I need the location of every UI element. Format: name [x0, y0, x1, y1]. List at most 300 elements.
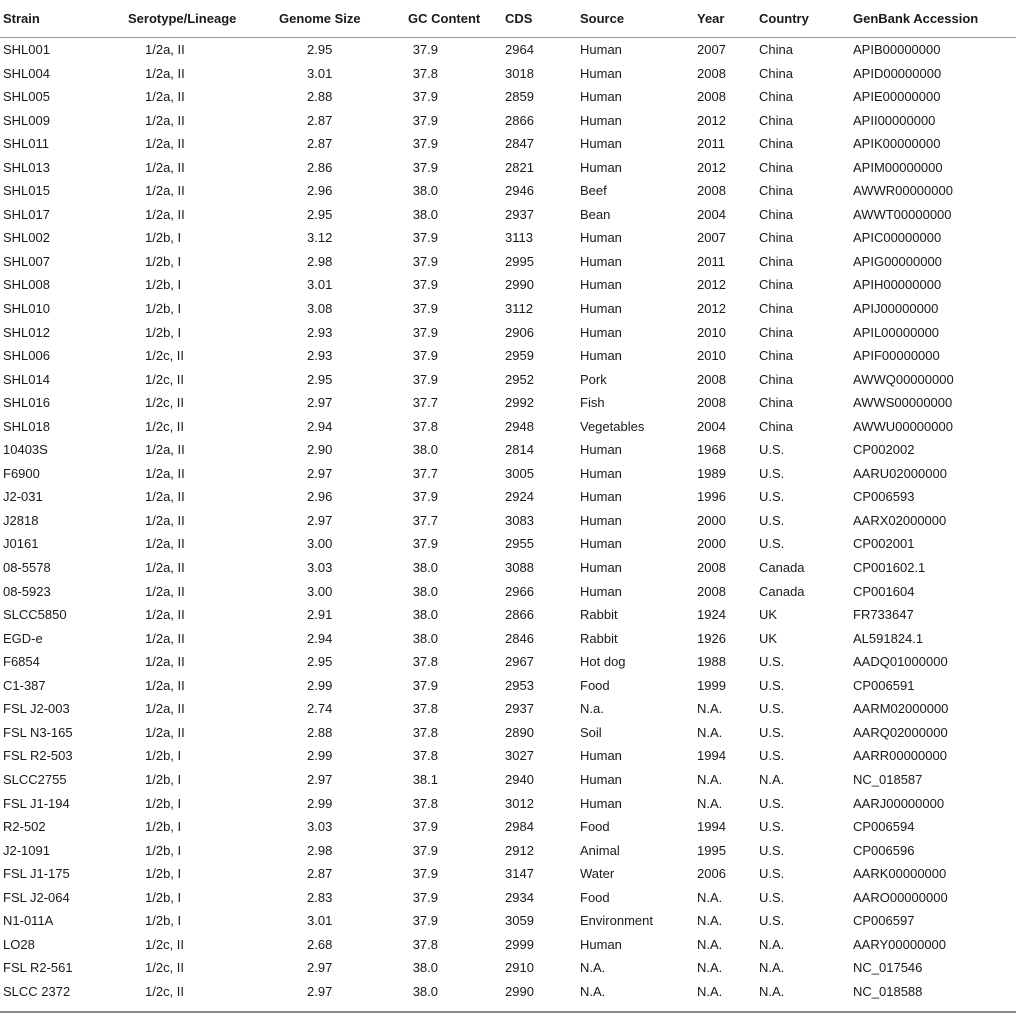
cell-strain: SLCC5850 [3, 607, 67, 623]
cell-genbank-accession: AL591824.1 [853, 630, 924, 646]
cell-genbank-accession: AARU02000000 [853, 465, 947, 481]
cell-country: Canada [759, 560, 805, 576]
cell-genbank-accession: APIF00000000 [853, 348, 940, 364]
cell-source: Human [580, 536, 622, 552]
cell-serotype: 1/2b, I [145, 866, 182, 882]
column-header-genome-size: Genome Size [279, 11, 361, 26]
cell-genome-size: 2.97 [307, 465, 333, 481]
cell-genome-size: 2.83 [307, 889, 333, 905]
cell-source: Human [580, 936, 622, 952]
table-row [0, 321, 1016, 345]
cell-source: Human [580, 89, 622, 105]
cell-cds: 3088 [505, 560, 534, 576]
cell-cds: 2906 [505, 324, 534, 340]
cell-genbank-accession: NC_018588 [853, 983, 923, 999]
cell-genbank-accession: AARX02000000 [853, 512, 947, 528]
cell-source: Human [580, 136, 622, 152]
cell-genbank-accession: AARJ00000000 [853, 795, 945, 811]
cell-gc-content: 37.9 [412, 324, 438, 340]
cell-gc-content: 38.0 [412, 983, 438, 999]
cell-genbank-accession: NC_018587 [853, 771, 923, 787]
cell-strain: FSL J2-064 [3, 889, 70, 905]
cell-gc-content: 37.9 [412, 489, 438, 505]
cell-genbank-accession: CP006591 [853, 677, 915, 693]
cell-country: N.A. [759, 771, 785, 787]
cell-country: U.S. [759, 913, 785, 929]
cell-cds: 2984 [505, 819, 534, 835]
table-row [0, 815, 1016, 839]
cell-genbank-accession: CP006594 [853, 819, 915, 835]
cell-source: Human [580, 512, 622, 528]
cell-gc-content: 37.9 [412, 889, 438, 905]
cell-strain: SHL015 [3, 183, 50, 199]
cell-source: Human [580, 159, 622, 175]
cell-genome-size: 2.94 [307, 630, 333, 646]
cell-source: Human [580, 301, 622, 317]
cell-country: U.S. [759, 866, 785, 882]
cell-genbank-accession: CP002002 [853, 442, 915, 458]
cell-serotype: 1/2c, II [145, 348, 185, 364]
cell-year: 2004 [697, 418, 726, 434]
cell-strain: EGD-e [3, 630, 43, 646]
cell-gc-content: 37.9 [412, 913, 438, 929]
cell-country: China [759, 371, 793, 387]
cell-cds: 3113 [505, 230, 533, 246]
cell-cds: 3059 [505, 913, 534, 929]
cell-strain: J2-1091 [3, 842, 50, 858]
cell-year: 1926 [697, 630, 726, 646]
cell-source: Food [580, 819, 610, 835]
cell-country: China [759, 136, 793, 152]
cell-year: 2012 [697, 159, 726, 175]
cell-strain: SHL004 [3, 65, 50, 81]
cell-year: N.A. [697, 771, 723, 787]
cell-country: China [759, 324, 793, 340]
cell-source: Soil [580, 724, 602, 740]
cell-genome-size: 2.91 [307, 607, 333, 623]
cell-source: Food [580, 677, 610, 693]
cell-genome-size: 2.99 [307, 677, 333, 693]
cell-strain: F6854 [3, 654, 40, 670]
cell-source: Food [580, 889, 610, 905]
cell-gc-content: 37.7 [412, 395, 438, 411]
table-row [0, 839, 1016, 863]
cell-strain: FSL J1-194 [3, 795, 70, 811]
cell-year: 2000 [697, 536, 726, 552]
table-row [0, 532, 1016, 556]
cell-serotype: 1/2a, II [145, 465, 185, 481]
cell-year: 2012 [697, 301, 726, 317]
cell-year: 2004 [697, 206, 726, 222]
cell-country: China [759, 348, 793, 364]
table-row [0, 438, 1016, 462]
cell-strain: J2818 [3, 512, 39, 528]
cell-genome-size: 2.68 [307, 936, 333, 952]
cell-genome-size: 3.01 [307, 277, 333, 293]
cell-source: Rabbit [580, 607, 618, 623]
cell-strain: SHL010 [3, 301, 50, 317]
cell-genome-size: 2.87 [307, 136, 333, 152]
cell-country: UK [759, 607, 778, 623]
cell-year: 2007 [697, 42, 726, 57]
cell-country: U.S. [759, 724, 785, 740]
cell-cds: 3018 [505, 65, 534, 81]
cell-year: 1968 [697, 442, 726, 458]
cell-source: Human [580, 348, 622, 364]
cell-source: N.A. [580, 960, 606, 976]
cell-year: 2008 [697, 583, 726, 599]
cell-country: China [759, 206, 793, 222]
cell-gc-content: 38.0 [412, 183, 438, 199]
cell-source: Beef [580, 183, 607, 199]
cell-cds: 2934 [505, 889, 534, 905]
cell-gc-content: 37.8 [412, 65, 438, 81]
cell-serotype: 1/2a, II [145, 183, 185, 199]
cell-genome-size: 2.97 [307, 960, 333, 976]
cell-cds: 2846 [505, 630, 534, 646]
cell-country: U.S. [759, 677, 785, 693]
cell-year: N.A. [697, 795, 723, 811]
cell-gc-content: 37.8 [412, 936, 438, 952]
cell-country: Canada [759, 583, 805, 599]
cell-serotype: 1/2b, I [145, 277, 182, 293]
cell-genome-size: 2.97 [307, 395, 333, 411]
cell-strain: F6900 [3, 465, 40, 481]
table-row [0, 674, 1016, 698]
cell-strain: SHL005 [3, 89, 50, 105]
cell-genome-size: 3.00 [307, 583, 333, 599]
table-row [0, 85, 1016, 109]
cell-serotype: 1/2a, II [145, 654, 185, 670]
cell-serotype: 1/2b, I [145, 819, 182, 835]
cell-serotype: 1/2c, II [145, 983, 185, 999]
cell-genome-size: 3.03 [307, 819, 333, 835]
cell-serotype: 1/2a, II [145, 206, 185, 222]
column-header-strain: Strain [3, 11, 40, 26]
cell-year: 1988 [697, 654, 726, 670]
table-row [0, 956, 1016, 980]
table-row [0, 109, 1016, 133]
cell-strain: N1-011A [3, 913, 54, 929]
cell-source: Human [580, 442, 622, 458]
cell-year: 2011 [697, 253, 725, 269]
table-row [0, 203, 1016, 227]
cell-source: Human [580, 230, 622, 246]
cell-strain: SHL012 [3, 324, 50, 340]
cell-cds: 2992 [505, 395, 534, 411]
cell-genbank-accession: CP006597 [853, 913, 915, 929]
cell-genome-size: 2.87 [307, 866, 333, 882]
cell-serotype: 1/2c, II [145, 395, 185, 411]
cell-genome-size: 2.95 [307, 206, 333, 222]
strain-table [0, 0, 1016, 37]
cell-country: China [759, 395, 793, 411]
cell-strain: FSL J1-175 [3, 866, 70, 882]
cell-year: 1989 [697, 465, 726, 481]
cell-genome-size: 3.01 [307, 913, 333, 929]
cell-country: China [759, 230, 793, 246]
cell-genome-size: 2.87 [307, 112, 333, 128]
cell-serotype: 1/2c, II [145, 418, 185, 434]
cell-genbank-accession: AARQ02000000 [853, 724, 948, 740]
cell-cds: 3027 [505, 748, 534, 764]
cell-source: Human [580, 253, 622, 269]
cell-source: Human [580, 65, 622, 81]
cell-country: U.S. [759, 748, 785, 764]
cell-genbank-accession: AWWR00000000 [853, 183, 953, 199]
cell-source: Human [580, 112, 622, 128]
cell-year: N.A. [697, 889, 723, 905]
cell-year: N.A. [697, 936, 723, 952]
cell-genbank-accession: APIL00000000 [853, 324, 940, 340]
cell-cds: 2952 [505, 371, 534, 387]
cell-serotype: 1/2c, II [145, 371, 185, 387]
cell-genome-size: 2.95 [307, 654, 333, 670]
cell-cds: 2959 [505, 348, 534, 364]
cell-cds: 2966 [505, 583, 534, 599]
cell-genbank-accession: APIB00000000 [853, 42, 941, 57]
cell-cds: 2990 [505, 277, 534, 293]
cell-genbank-accession: APID00000000 [853, 65, 942, 81]
cell-country: U.S. [759, 489, 785, 505]
cell-year: 2012 [697, 277, 726, 293]
cell-source: Human [580, 465, 622, 481]
cell-serotype: 1/2a, II [145, 112, 185, 128]
column-header-country: Country [759, 11, 809, 26]
table-row [0, 933, 1016, 957]
cell-gc-content: 37.8 [412, 654, 438, 670]
cell-serotype: 1/2a, II [145, 512, 185, 528]
cell-genbank-accession: APIC00000000 [853, 230, 942, 246]
cell-cds: 2940 [505, 771, 534, 787]
cell-genome-size: 3.12 [307, 230, 333, 246]
table-bottom-rule [0, 1011, 1016, 1013]
table-row [0, 344, 1016, 368]
cell-cds: 2912 [505, 842, 534, 858]
cell-cds: 2814 [505, 442, 534, 458]
cell-serotype: 1/2a, II [145, 65, 185, 81]
cell-gc-content: 38.0 [412, 442, 438, 458]
cell-genome-size: 2.96 [307, 183, 333, 199]
cell-serotype: 1/2a, II [145, 701, 185, 717]
cell-gc-content: 37.9 [412, 677, 438, 693]
table-row [0, 156, 1016, 180]
cell-genome-size: 2.97 [307, 771, 333, 787]
cell-gc-content: 37.7 [412, 465, 438, 481]
cell-genbank-accession: AWWT00000000 [853, 206, 952, 222]
cell-cds: 2948 [505, 418, 534, 434]
cell-country: N.A. [759, 960, 785, 976]
cell-year: N.A. [697, 701, 723, 717]
cell-genome-size: 2.98 [307, 253, 333, 269]
cell-genbank-accession: APIG00000000 [853, 253, 942, 269]
cell-year: 2008 [697, 560, 726, 576]
cell-strain: SHL006 [3, 348, 50, 364]
table-row [0, 132, 1016, 156]
cell-genome-size: 2.96 [307, 489, 333, 505]
cell-source: Human [580, 795, 622, 811]
cell-strain: FSL J2-003 [3, 701, 70, 717]
cell-source: Bean [580, 206, 611, 222]
cell-serotype: 1/2a, II [145, 677, 185, 693]
cell-cds: 3112 [505, 301, 533, 317]
cell-strain: SHL014 [3, 371, 50, 387]
cell-year: 1995 [697, 842, 726, 858]
cell-year: 2008 [697, 395, 726, 411]
table-row [0, 179, 1016, 203]
table-row [0, 509, 1016, 533]
cell-genbank-accession: AARK00000000 [853, 866, 947, 882]
cell-country: N.A. [759, 983, 785, 999]
cell-serotype: 1/2a, II [145, 583, 185, 599]
cell-country: China [759, 301, 793, 317]
cell-serotype: 1/2b, I [145, 230, 182, 246]
cell-genbank-accession: APIH00000000 [853, 277, 942, 293]
cell-source: Human [580, 489, 622, 505]
cell-strain: LO28 [3, 936, 35, 952]
cell-serotype: 1/2b, I [145, 324, 182, 340]
cell-country: UK [759, 630, 778, 646]
cell-genome-size: 2.99 [307, 748, 333, 764]
cell-serotype: 1/2b, I [145, 842, 182, 858]
cell-cds: 2924 [505, 489, 534, 505]
table-row [0, 62, 1016, 86]
cell-gc-content: 37.8 [412, 748, 438, 764]
cell-serotype: 1/2a, II [145, 724, 185, 740]
cell-genbank-accession: APIM00000000 [853, 159, 943, 175]
cell-serotype: 1/2a, II [145, 442, 185, 458]
cell-year: 2011 [697, 136, 725, 152]
cell-genome-size: 2.88 [307, 89, 333, 105]
cell-serotype: 1/2b, I [145, 795, 182, 811]
cell-gc-content: 37.8 [412, 724, 438, 740]
cell-genome-size: 2.98 [307, 842, 333, 858]
cell-cds: 2964 [505, 42, 534, 57]
table-row [0, 980, 1016, 1004]
cell-country: U.S. [759, 701, 785, 717]
cell-genbank-accession: CP001602.1 [853, 560, 926, 576]
cell-year: 2010 [697, 324, 726, 340]
cell-year: N.A. [697, 983, 723, 999]
cell-serotype: 1/2b, I [145, 253, 182, 269]
cell-gc-content: 37.9 [412, 159, 438, 175]
cell-serotype: 1/2b, I [145, 913, 182, 929]
table-row [0, 580, 1016, 604]
cell-cds: 2999 [505, 936, 534, 952]
cell-strain: FSL N3-165 [3, 724, 73, 740]
cell-genome-size: 3.03 [307, 560, 333, 576]
table-row [0, 485, 1016, 509]
cell-source: N.A. [580, 983, 606, 999]
cell-strain: J2-031 [3, 489, 43, 505]
cell-year: N.A. [697, 960, 723, 976]
cell-gc-content: 38.0 [412, 960, 438, 976]
cell-source: Human [580, 771, 622, 787]
header-row [0, 0, 1016, 37]
cell-source: N.a. [580, 701, 604, 717]
cell-genbank-accession: CP001604 [853, 583, 915, 599]
cell-strain: R2-502 [3, 819, 46, 835]
cell-cds: 2847 [505, 136, 534, 152]
cell-serotype: 1/2a, II [145, 607, 185, 623]
cell-strain: SLCC2755 [3, 771, 67, 787]
table-row [0, 462, 1016, 486]
cell-serotype: 1/2a, II [145, 536, 185, 552]
cell-year: 2010 [697, 348, 726, 364]
cell-source: Human [580, 560, 622, 576]
cell-gc-content: 38.0 [412, 630, 438, 646]
cell-gc-content: 37.9 [412, 842, 438, 858]
cell-source: Human [580, 42, 622, 57]
table-row [0, 273, 1016, 297]
table-row [0, 391, 1016, 415]
cell-year: 2008 [697, 371, 726, 387]
table-header [0, 0, 1016, 37]
cell-serotype: 1/2a, II [145, 136, 185, 152]
cell-source: Human [580, 277, 622, 293]
table-row [0, 297, 1016, 321]
cell-genbank-accession: AARO00000000 [853, 889, 948, 905]
cell-country: U.S. [759, 654, 785, 670]
cell-strain: FSL R2-561 [3, 960, 73, 976]
cell-cds: 2953 [505, 677, 534, 693]
cell-country: U.S. [759, 442, 785, 458]
cell-cds: 2990 [505, 983, 534, 999]
table-row [0, 886, 1016, 910]
cell-serotype: 1/2b, I [145, 301, 182, 317]
cell-serotype: 1/2b, I [145, 771, 182, 787]
column-header-cds: CDS [505, 11, 533, 26]
cell-year: N.A. [697, 913, 723, 929]
cell-strain: SHL011 [3, 136, 50, 152]
cell-gc-content: 38.0 [412, 583, 438, 599]
cell-strain: SHL002 [3, 230, 50, 246]
cell-source: Water [580, 866, 615, 882]
cell-strain: SHL013 [3, 159, 50, 175]
cell-serotype: 1/2a, II [145, 42, 185, 57]
cell-genbank-accession: FR733647 [853, 607, 914, 623]
cell-gc-content: 37.9 [412, 136, 438, 152]
cell-country: China [759, 112, 793, 128]
cell-source: Hot dog [580, 654, 626, 670]
cell-cds: 2937 [505, 206, 534, 222]
cell-genome-size: 2.88 [307, 724, 333, 740]
cell-genbank-accession: APIE00000000 [853, 89, 941, 105]
cell-gc-content: 37.9 [412, 536, 438, 552]
cell-strain: FSL R2-503 [3, 748, 73, 764]
cell-gc-content: 37.9 [412, 277, 438, 293]
cell-country: U.S. [759, 889, 785, 905]
cell-serotype: 1/2a, II [145, 489, 185, 505]
cell-year: 1924 [697, 607, 726, 623]
cell-genbank-accession: CP002001 [853, 536, 915, 552]
cell-year: 2012 [697, 112, 726, 128]
cell-year: N.A. [697, 724, 723, 740]
cell-genbank-accession: AARY00000000 [853, 936, 947, 952]
cell-genome-size: 2.97 [307, 512, 333, 528]
cell-strain: SHL018 [3, 418, 50, 434]
cell-cds: 2859 [505, 89, 534, 105]
cell-genome-size: 2.86 [307, 159, 333, 175]
cell-genbank-accession: AWWU00000000 [853, 418, 953, 434]
cell-genome-size: 2.90 [307, 442, 333, 458]
table-row [0, 697, 1016, 721]
cell-cds: 2995 [505, 253, 534, 269]
cell-genome-size: 3.00 [307, 536, 333, 552]
cell-genome-size: 2.97 [307, 983, 333, 999]
cell-genome-size: 2.94 [307, 418, 333, 434]
cell-country: China [759, 277, 793, 293]
